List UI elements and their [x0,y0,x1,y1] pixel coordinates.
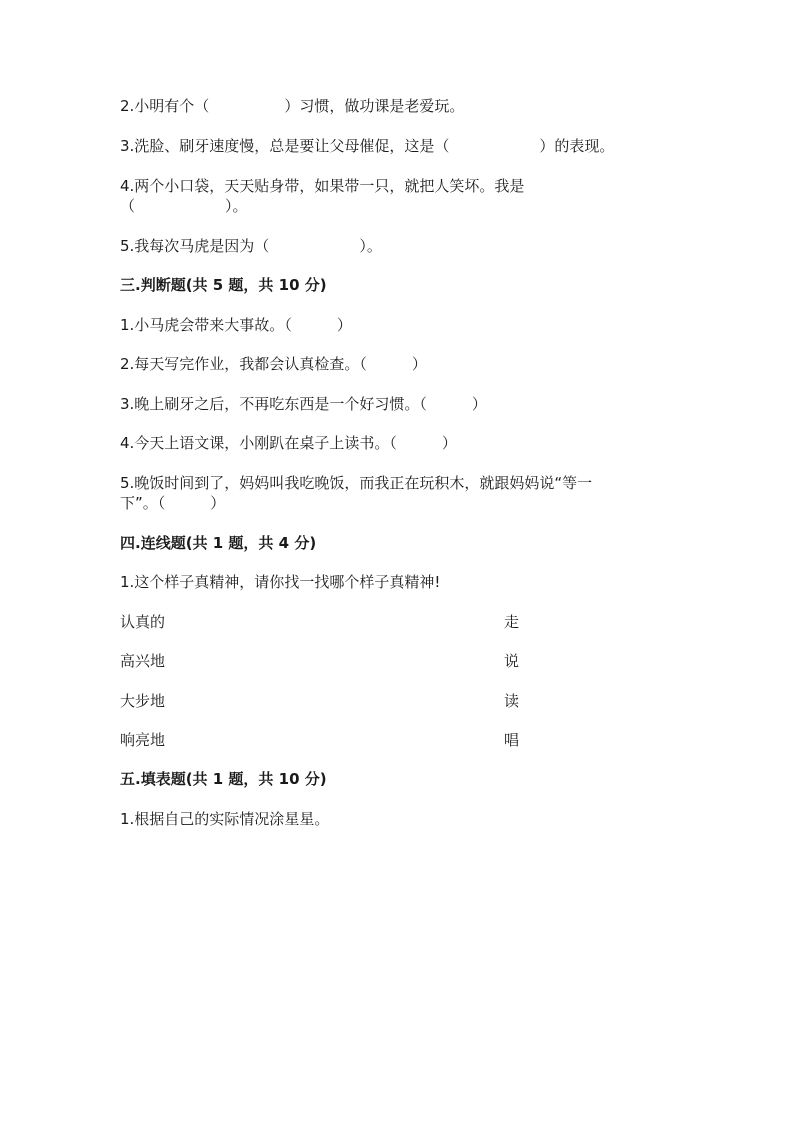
matching-right-1: 走 [504,613,520,631]
section-3-heading: 三.判断题(共 5 题，共 10 分) [120,276,327,294]
judge-item-2: 2.每天写完作业，我都会认真检查。（ ） [120,355,427,373]
matching-left-4: 响亮地 [120,731,166,749]
judge-item-5-line2: 下”。（ ） [120,494,226,512]
matching-right-4: 唱 [504,731,520,749]
matching-right-3: 读 [504,692,520,710]
fill-table-question: 1.根据自己的实际情况涂星星。 [120,810,330,828]
matching-right-2: 说 [504,652,520,670]
matching-left-1: 认真的 [120,613,166,631]
fill-blank-item-4-line1: 4.两个小口袋，天天贴身带，如果带一只，就把人笑坏。我是 [120,177,525,195]
section-5-heading: 五.填表题(共 1 题，共 10 分) [120,770,327,788]
fill-blank-item-2: 2.小明有个（ ）习惯，做功课是老爱玩。 [120,97,465,115]
matching-left-2: 高兴地 [120,652,166,670]
fill-blank-item-3: 3.洗脸、刷牙速度慢，总是要让父母催促，这是（ ）的表现。 [120,137,615,155]
fill-blank-item-5: 5.我每次马虎是因为（ ）。 [120,237,382,255]
fill-blank-item-4-line2: （ ）。 [120,197,248,215]
matching-left-3: 大步地 [120,692,166,710]
judge-item-4: 4.今天上语文课，小刚趴在桌子上读书。（ ） [120,434,457,452]
matching-question: 1.这个样子真精神，请你找一找哪个样子真精神! [120,573,441,591]
judge-item-5-line1: 5.晚饭时间到了，妈妈叫我吃晚饭，而我正在玩积木，就跟妈妈说“等一 [120,474,593,492]
judge-item-1: 1.小马虎会带来大事故。（ ） [120,316,352,334]
section-4-heading: 四.连线题(共 1 题，共 4 分) [120,534,317,552]
judge-item-3: 3.晚上刷牙之后，不再吃东西是一个好习惯。（ ） [120,395,487,413]
